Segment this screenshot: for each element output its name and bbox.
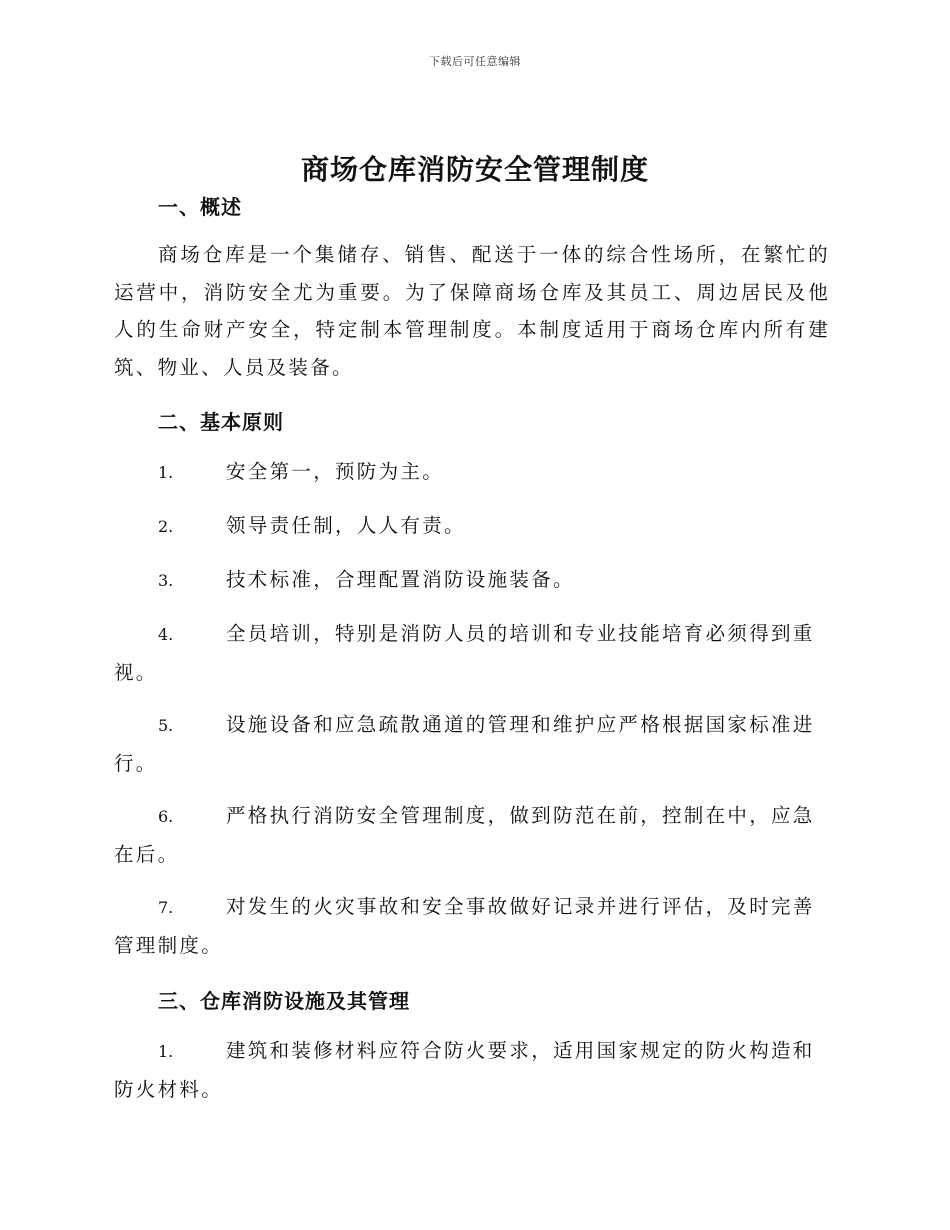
item-text: 全员培训，特别是消防人员的培训和专业技能培育必须得到重视。	[114, 622, 815, 684]
section-heading-facilities: 三、仓库消防设施及其管理	[158, 989, 410, 1013]
item-number: 4.	[158, 625, 174, 644]
section-heading-overview: 一、概述	[158, 195, 242, 219]
item-number: 2.	[158, 517, 174, 536]
item-text: 技术标准，合理配置消防设施装备。	[226, 568, 575, 591]
list-item	[114, 797, 830, 874]
item-number: 1.	[158, 463, 174, 482]
list-item	[114, 615, 830, 692]
list-item	[114, 561, 830, 600]
item-number: 1.	[158, 1042, 174, 1061]
list-item	[114, 507, 830, 546]
item-text: 严格执行消防安全管理制度，做到防范在前，控制在中，应急在后。	[114, 804, 815, 866]
list-item	[114, 888, 830, 965]
item-text: 安全第一，预防为主。	[226, 460, 445, 483]
list-item	[114, 706, 830, 783]
item-number: 6.	[158, 807, 174, 826]
item-number: 3.	[158, 571, 174, 590]
list-item	[114, 1032, 830, 1109]
item-text: 对发生的火灾事故和安全事故做好记录并进行评估，及时完善管理制度。	[114, 895, 815, 957]
section-heading-principles: 二、基本原则	[158, 410, 284, 434]
item-text: 领导责任制，人人有责。	[226, 514, 466, 537]
list-item	[114, 453, 830, 492]
header-note: 下载后可任意编辑	[429, 55, 521, 68]
item-number: 7.	[158, 898, 174, 917]
overview-paragraph: 商场仓库是一个集储存、销售、配送于一体的综合性场所，在繁忙的运营中，消防安全尤为重要。为了保障商场仓库及其员工、周边居民及他人的生命财产安全，特定制本管理制度。本制度适用于商场仓库内所有建筑、物业、人员及装备。	[114, 243, 830, 379]
item-number: 5.	[158, 716, 174, 735]
item-text: 建筑和装修材料应符合防火要求，适用国家规定的防火构造和防火材料。	[114, 1039, 815, 1101]
item-text: 设施设备和应急疏散通道的管理和维护应严格根据国家标准进行。	[114, 713, 815, 775]
document-title: 商场仓库消防安全管理制度	[300, 153, 649, 186]
